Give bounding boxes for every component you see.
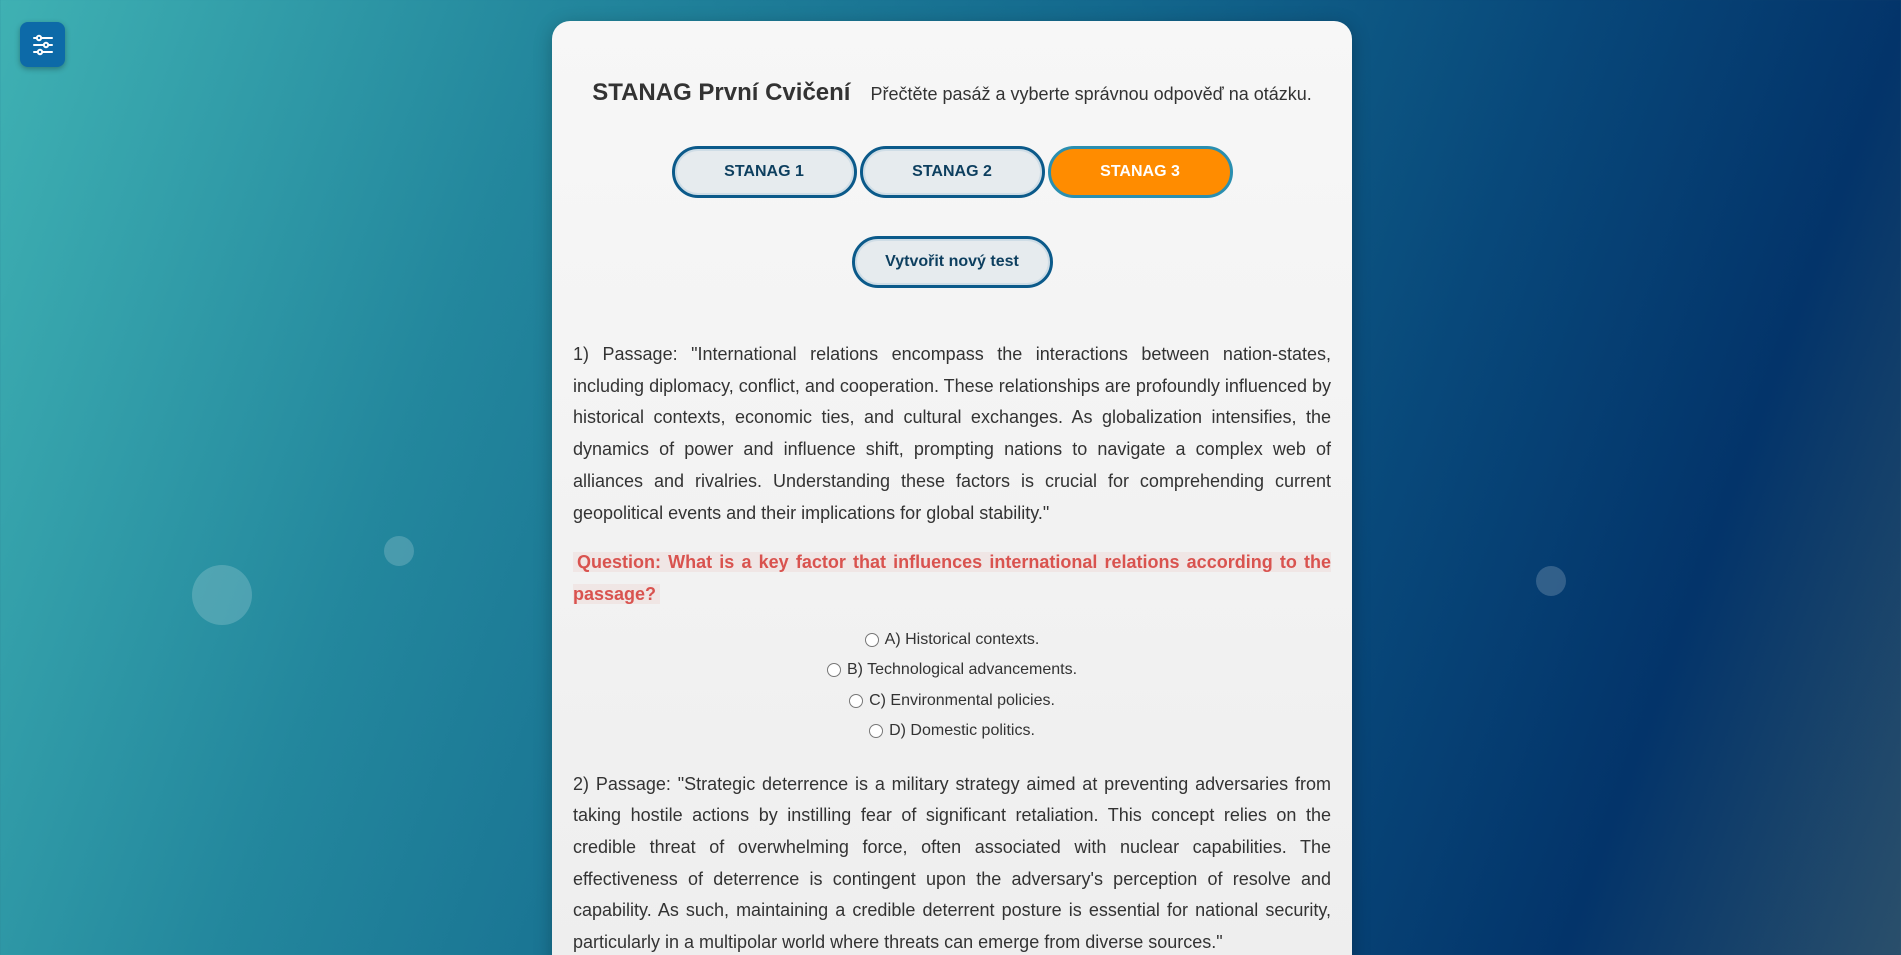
passage-2: 2) Passage: "Strategic deterrence is a military strategy aimed at preventing adversaries from taking hostile actions by instilling fear of significant retaliation. This concept relies on the credible threat of overwhelming force, often associated with nuclear capabilities. The effectiveness of deterrence is contingent upon the adversary's perception of resolve and capability. As such, maintaining a credible deterrent posture is essential for national security, particularly in a multipolar world where threats can emerge from diverse sources." bbox=[573, 773, 1331, 953]
new-test-button[interactable]: Vytvořit nový test bbox=[852, 236, 1053, 288]
question-1 bbox=[573, 547, 1331, 610]
option-b[interactable] bbox=[827, 655, 1077, 686]
exercise-card bbox=[552, 21, 1352, 955]
background-bubble bbox=[1536, 566, 1566, 596]
option-label: D) Domestic politics. bbox=[889, 722, 1035, 740]
background-bubble bbox=[384, 536, 414, 566]
tab-stanag-1[interactable]: STANAG 1 bbox=[672, 146, 857, 198]
option-label: C) Environmental policies. bbox=[869, 691, 1055, 709]
tab-stanag-3[interactable]: STANAG 3 bbox=[1048, 146, 1233, 198]
background-bubble bbox=[192, 565, 252, 625]
radio-button[interactable] bbox=[869, 724, 883, 738]
settings-button[interactable] bbox=[20, 22, 65, 67]
page-subtitle: Přečtěte pasáž a vyberte správnou odpověď na otázku. bbox=[870, 84, 1312, 104]
page-title: STANAG První Cvičení bbox=[592, 79, 851, 106]
header bbox=[573, 79, 1331, 107]
tab-stanag-2[interactable]: STANAG 2 bbox=[860, 146, 1045, 198]
option-d[interactable] bbox=[869, 716, 1035, 747]
stanag-tabs bbox=[573, 146, 1331, 198]
option-label: A) Historical contexts. bbox=[884, 630, 1040, 648]
answer-options-1 bbox=[573, 625, 1331, 747]
question-1-text: Question: What is a key factor that influences international relations according to the passage? bbox=[573, 552, 1331, 604]
option-label: B) Technological advancements. bbox=[846, 661, 1078, 679]
radio-button[interactable] bbox=[865, 633, 879, 647]
sliders-icon bbox=[31, 33, 55, 57]
radio-button[interactable] bbox=[827, 663, 841, 677]
passage-1: 1) Passage: "International relations encompass the interactions between nation-states, including diplomacy, conflict, and cooperation. These relationships are profoundly influenced by historical contexts, economic ties, and cultural exchanges. As globalization intensifies, the dynamics of power and influence shift, prompting nations to navigate a complex web of alliances and rivalries. Understanding these factors is crucial for comprehending current geopolitical events and their implications for global stability." bbox=[573, 344, 1331, 523]
option-a[interactable] bbox=[865, 625, 1040, 656]
option-c[interactable] bbox=[849, 686, 1055, 717]
new-test-wrapper bbox=[573, 236, 1331, 288]
radio-button[interactable] bbox=[849, 694, 863, 708]
